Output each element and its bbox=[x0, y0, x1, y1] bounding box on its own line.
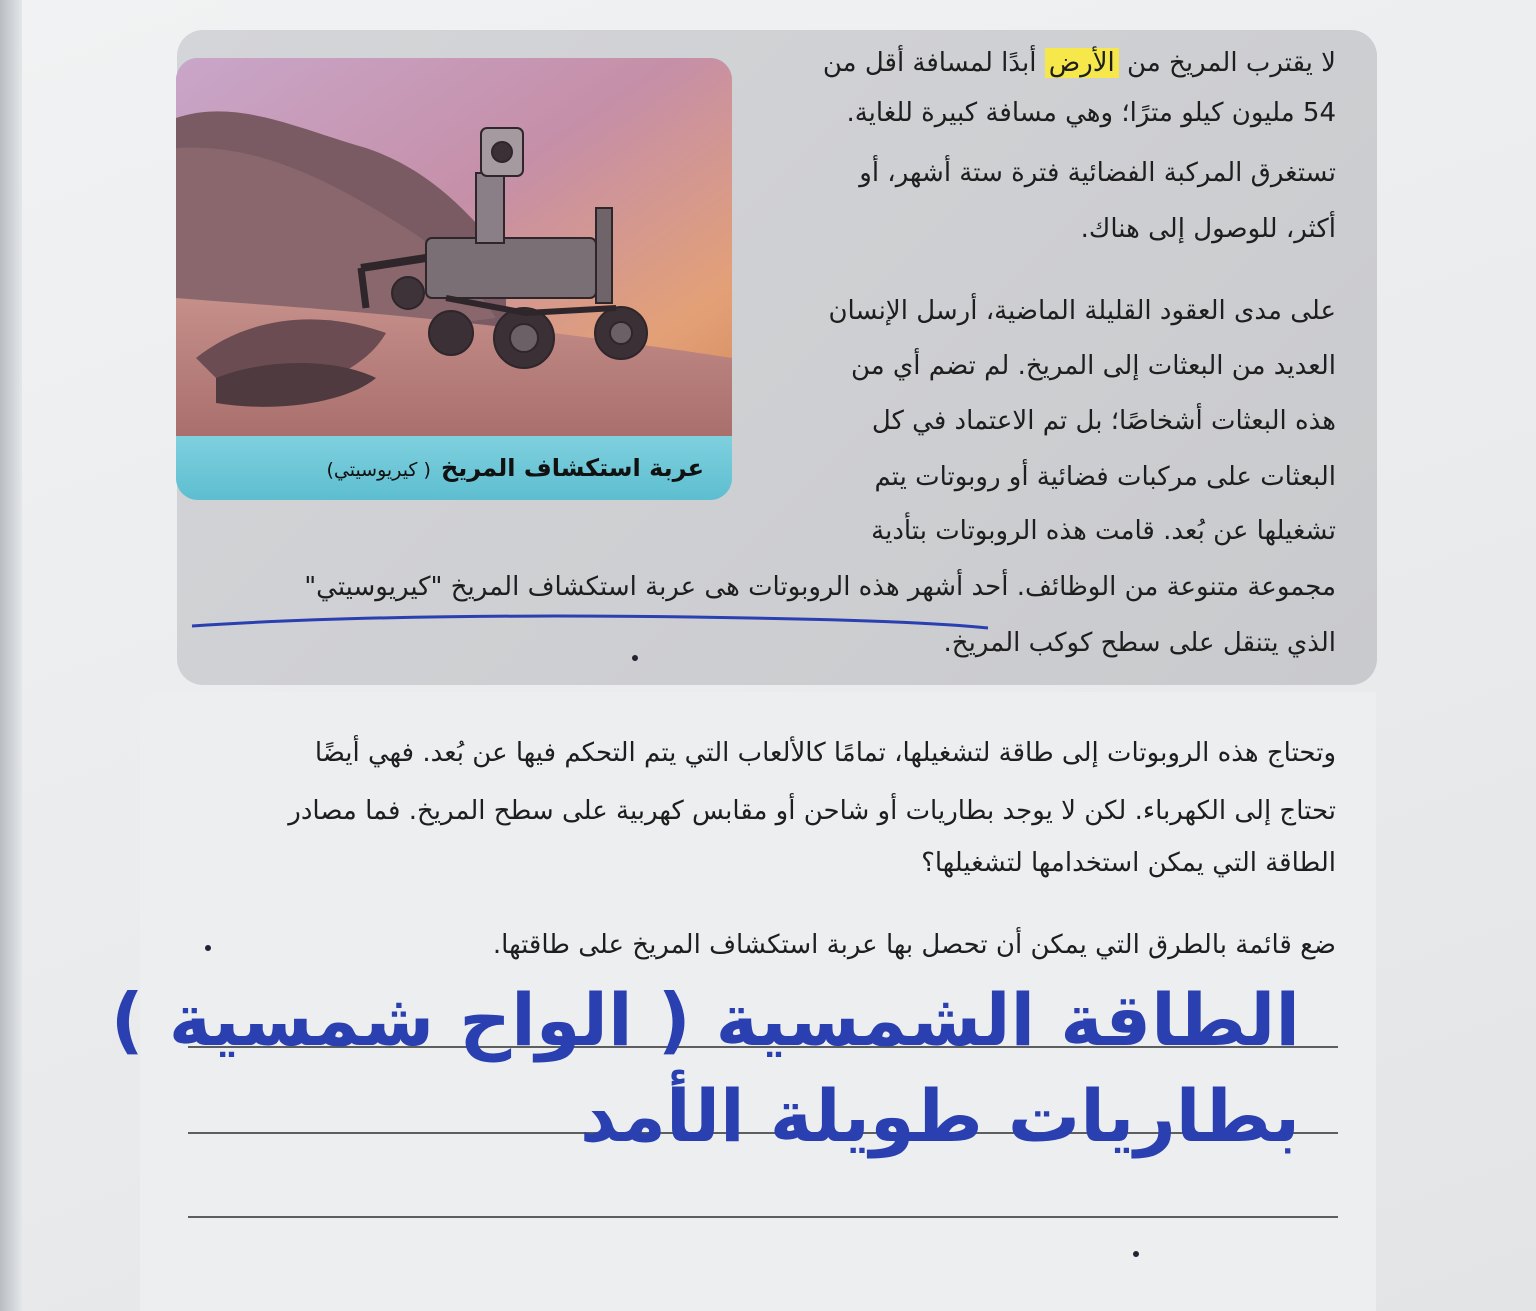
text-line: تستغرق المركبة الفضائية فترة ستة أشهر، أو bbox=[859, 158, 1336, 188]
text-line: البعثات على مركبات فضائية أو روبوتات يتم bbox=[874, 462, 1336, 492]
highlighted-word: الأرض bbox=[1045, 48, 1119, 78]
text-line: تشغيلها عن بُعد. قامت هذه الروبوتات بتأدية bbox=[871, 516, 1336, 546]
handwritten-answer-1: الطاقة الشمسية ( الواح شمسية ) bbox=[110, 978, 1300, 1062]
text-line: مجموعة متنوعة من الوظائف. أحد أشهر هذه الروبوتات هى عربة استكشاف المريخ "كيريوسيتي" bbox=[304, 572, 1336, 602]
text-line: لا يقترب المريخ من الأرض أبدًا لمسافة أقل من bbox=[822, 48, 1336, 78]
text-line: الطاقة التي يمكن استخدامها لتشغيلها؟ bbox=[921, 848, 1336, 878]
instruction-line: ضع قائمة بالطرق التي يمكن أن تحصل بها عربة استكشاف المريخ على طاقتها. bbox=[492, 930, 1336, 960]
text-line: 54 مليون كيلو مترًا؛ وهي مسافة كبيرة للغاية. bbox=[846, 98, 1336, 128]
caption-title: عربة استكشاف المريخ bbox=[440, 454, 704, 482]
page-edge bbox=[0, 0, 22, 1311]
answer-line-3 bbox=[188, 1216, 1338, 1218]
text-line: تحتاج إلى الكهرباء. لكن لا يوجد بطاريات أو شاحن أو مقابس كهربية على سطح المريخ. فما مصادر bbox=[288, 796, 1336, 826]
text-line: أكثر، للوصول إلى هناك. bbox=[1080, 214, 1336, 244]
text-line: الذي يتنقل على سطح كوكب المريخ. bbox=[943, 628, 1336, 658]
rover-photo-card bbox=[176, 58, 732, 500]
ink-underline bbox=[190, 612, 990, 634]
caption-subtitle: ( كيريوسيتي) bbox=[326, 459, 431, 481]
ink-dot bbox=[632, 655, 638, 661]
photo-caption bbox=[176, 436, 732, 500]
text-line: وتحتاج هذه الروبوتات إلى طاقة لتشغيلها، تمامًا كالألعاب التي يتم التحكم فيها عن بُعد. فهي أيضًا bbox=[314, 738, 1336, 768]
text-line: على مدى العقود القليلة الماضية، أرسل الإنسان bbox=[828, 296, 1336, 326]
text-line: هذه البعثات أشخاصًا؛ بل تم الاعتماد في كل bbox=[871, 406, 1336, 436]
text-line: العديد من البعثات إلى المريخ. لم تضم أي من bbox=[850, 351, 1336, 381]
ink-dot bbox=[1133, 1251, 1139, 1257]
mars-rover-photo bbox=[176, 58, 732, 436]
handwritten-answer-2: بطاريات طويلة الأمد bbox=[579, 1074, 1300, 1158]
ink-dot bbox=[205, 945, 211, 951]
